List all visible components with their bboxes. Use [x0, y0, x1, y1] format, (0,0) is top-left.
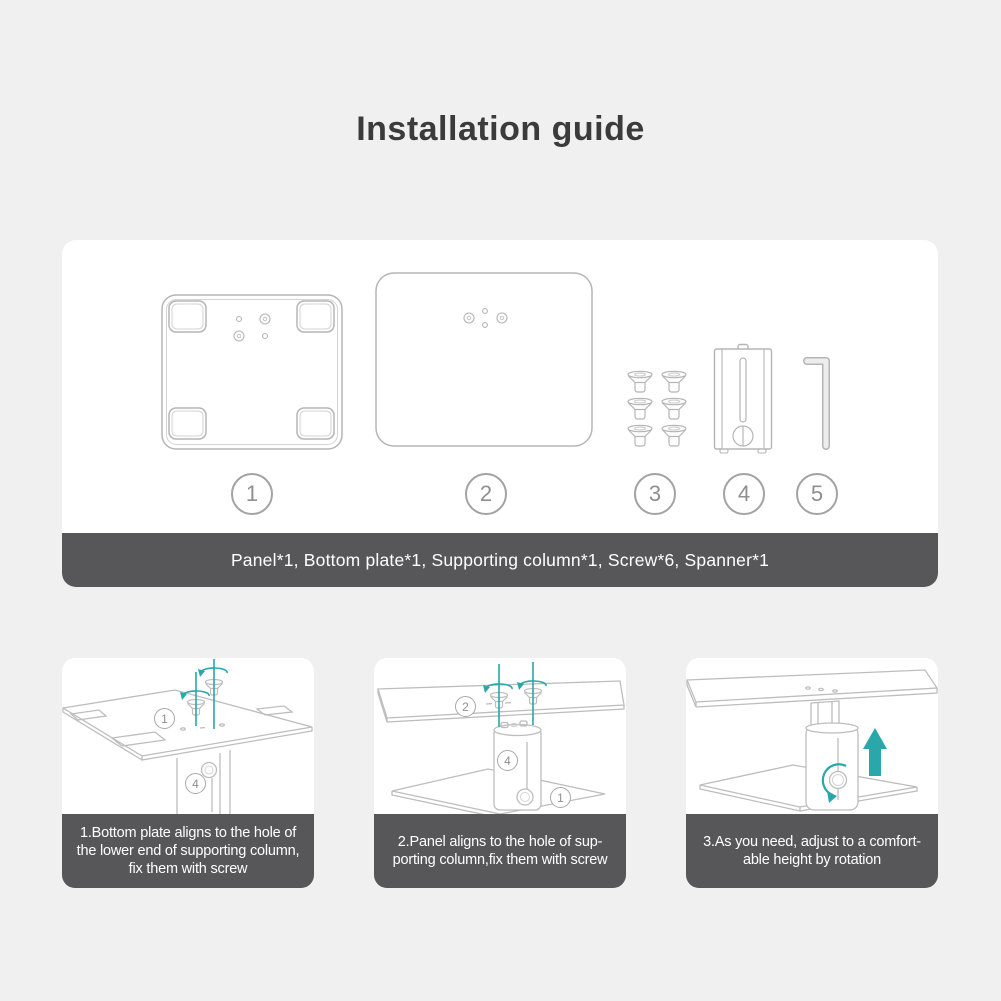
caption-line: fix them with screw — [128, 861, 248, 877]
installation-steps — [62, 658, 938, 888]
supporting-column-illustration — [713, 343, 773, 455]
part-spanner — [801, 352, 835, 459]
part-bottom-plate — [161, 294, 343, 455]
bottom-plate-illustration — [161, 294, 343, 450]
caption-line: the lower end of supporting column, — [76, 843, 300, 859]
caption-line: able height by rotation — [742, 852, 882, 868]
part-number-badge-column: 4 — [723, 473, 765, 515]
step1-diagram — [62, 658, 314, 814]
part-number-badge-panel: 2 — [465, 473, 507, 515]
step3-caption — [686, 814, 938, 888]
step1-badge-bottom-plate: 1 — [154, 708, 175, 729]
step2-artwork — [374, 658, 626, 814]
parts-canvas — [62, 240, 938, 533]
step-card-3 — [686, 658, 938, 888]
caption-line: 3.As you need, adjust to a comfort- — [703, 834, 921, 850]
screws-illustration — [625, 370, 691, 450]
spanner-illustration — [801, 352, 835, 454]
part-number-badge-bottom-plate: 1 — [231, 473, 273, 515]
step2-diagram — [374, 658, 626, 814]
step2-badge-panel: 2 — [455, 696, 476, 717]
step3-artwork — [686, 658, 938, 814]
step-card-1 — [62, 658, 314, 888]
part-number-badge-spanner: 5 — [796, 473, 838, 515]
step-card-2 — [374, 658, 626, 888]
panel-illustration — [375, 272, 593, 447]
part-panel — [375, 272, 593, 452]
caption-line: porting column,fix them with screw — [392, 852, 608, 868]
page-title: Installation guide — [356, 110, 645, 148]
step1-badge-column: 4 — [185, 773, 206, 794]
part-supporting-column — [713, 343, 773, 460]
parts-list-text: Panel*1, Bottom plate*1, Supporting column*1, Screw*6, Spanner*1 — [230, 549, 770, 570]
parts-overview-card — [62, 240, 938, 587]
step2-badge-column: 4 — [497, 750, 518, 771]
up-arrow-icon — [863, 728, 887, 776]
step1-caption — [62, 814, 314, 888]
caption-line: 1.Bottom plate aligns to the hole of — [79, 825, 297, 841]
step3-diagram — [686, 658, 938, 814]
step2-badge-bottom-plate: 1 — [550, 787, 571, 808]
caption-line: 2.Panel aligns to the hole of sup- — [397, 834, 603, 850]
part-number-badge-screws: 3 — [634, 473, 676, 515]
parts-list-bar — [62, 533, 938, 587]
step2-caption — [374, 814, 626, 888]
part-screws — [625, 370, 691, 455]
